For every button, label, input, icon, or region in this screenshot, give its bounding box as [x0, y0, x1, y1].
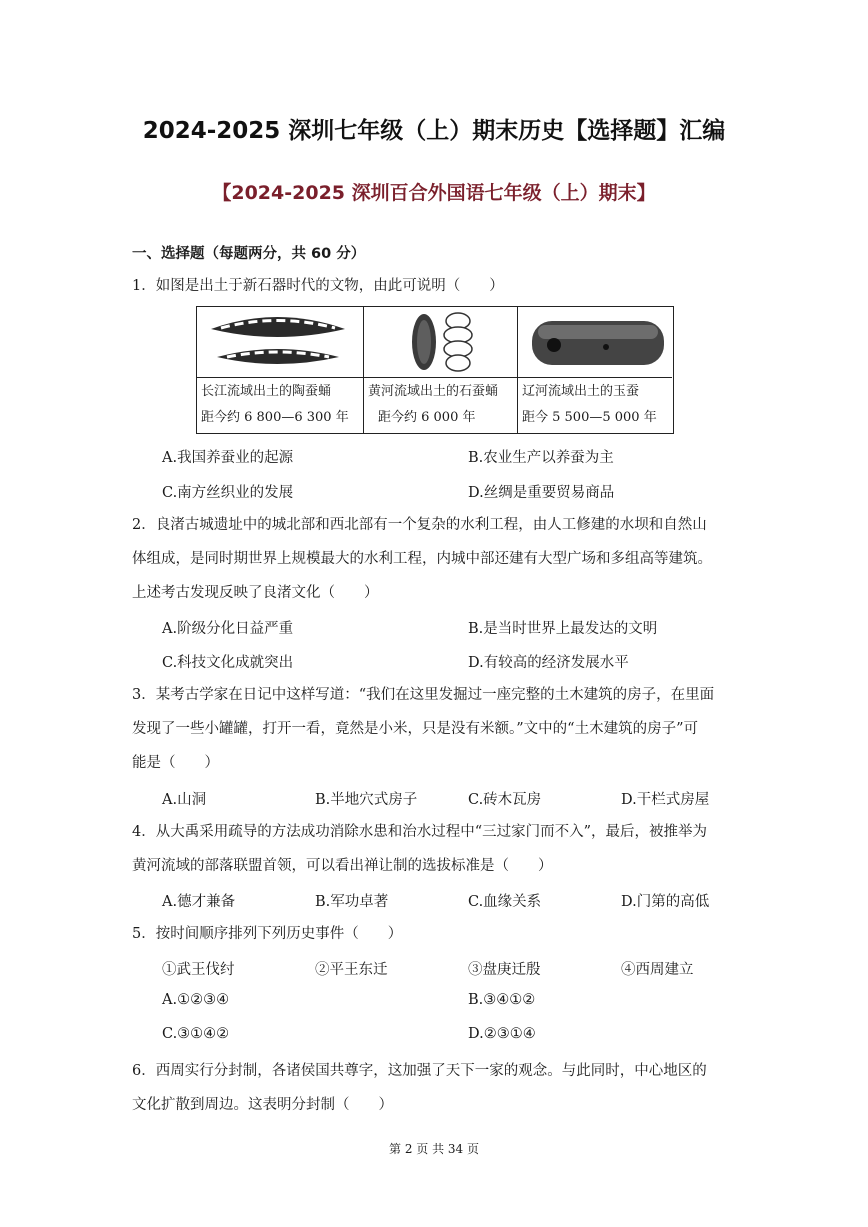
document-title: 2024-2025 深圳七年级（上）期末历史【选择题】汇编 [142, 118, 726, 144]
figure-caption-2-line2: 距今约 6 000 年 [378, 410, 476, 425]
jade-silkworm-image [518, 307, 672, 378]
silkworm-artifact-figure [196, 306, 674, 434]
figure-caption-2-line1: 黄河流域出土的石蚕蛹 [368, 384, 499, 399]
q5-option-b: B.③④①② [468, 992, 536, 1008]
pottery-silkworm-image [197, 307, 363, 378]
figure-cell-jade-silkworm [517, 307, 672, 433]
figure-caption-1-line2: 距今约 6 800—6 300 年 [201, 410, 349, 425]
figure-caption-3-line1: 辽河流域出土的玉蚕 [522, 384, 640, 399]
question-3-line-1: 3．某考古学家在日记中这样写道：“我们在这里发掘过一座完整的土木建筑的房子，在里面 [132, 687, 715, 703]
figure-caption-1-line1: 长江流域出土的陶蚕蛹 [201, 384, 332, 399]
q1-option-b: B.农业生产以养蚕为主 [468, 450, 614, 466]
question-1-stem: 1．如图是出土于新石器时代的文物，由此可说明（ ） [132, 278, 504, 294]
question-4-line-1: 4．从大禹采用疏导的方法成功消除水患和治水过程中“三过家门而不入”，最后，被推举为 [132, 824, 708, 840]
q4-option-c: C.血缘关系 [468, 894, 542, 910]
q5-option-c: C.③①④② [162, 1026, 230, 1042]
q3-option-a: A.山洞 [162, 792, 207, 808]
figure-cell-pottery-silkworm [197, 307, 363, 433]
q5-event-1: ①武王伐纣 [162, 962, 235, 978]
q1-option-d: D.丝绸是重要贸易商品 [468, 485, 615, 501]
q1-option-c: C.南方丝织业的发展 [162, 485, 294, 501]
q4-option-d: D.门第的高低 [621, 894, 710, 910]
q3-option-d: D.干栏式房屋 [621, 792, 710, 808]
figure-caption-3-line2: 距今 5 500—5 000 年 [522, 410, 657, 425]
q2-option-c: C.科技文化成就突出 [162, 655, 294, 671]
part-heading: 一、选择题（每题两分，共 60 分） [132, 246, 366, 262]
question-6-line-1: 6．西周实行分封制，各诸侯国共尊字，这加强了天下一家的观念。与此同时，中心地区的 [132, 1063, 707, 1079]
q2-option-a: A.阶级分化日益严重 [162, 621, 294, 637]
q5-option-d: D.②③①④ [468, 1026, 536, 1042]
q3-option-b: B.半地穴式房子 [315, 792, 418, 808]
question-6-line-2: 文化扩散到周边。这表明分封制（ ） [132, 1097, 393, 1113]
q5-event-2: ②平王东迁 [315, 962, 388, 978]
question-2-line-3: 上述考古发现反映了良渚文化（ ） [132, 585, 379, 601]
q5-event-3: ③盘庚迁殷 [468, 962, 541, 978]
stone-silkworm-image [364, 307, 517, 378]
question-5-stem: 5．按时间顺序排列下列历史事件（ ） [132, 926, 403, 942]
question-2-line-2: 体组成，是同时期世界上规模最大的水利工程，内城中部还建有大型广场和多组高等建筑。 [132, 551, 712, 567]
q4-option-a: A.德才兼备 [162, 894, 236, 910]
section-title: 【2024-2025 深圳百合外国语七年级（上）期末】 [212, 182, 656, 204]
q2-option-d: D.有较高的经济发展水平 [468, 655, 629, 671]
question-3-line-2: 发现了一些小罐罐，打开一看，竟然是小米，只是没有米额。”文中的“土木建筑的房子”可 [132, 721, 698, 737]
q4-option-b: B.军功卓著 [315, 894, 389, 910]
question-3-line-3: 能是（ ） [132, 755, 219, 771]
q5-option-a: A.①②③④ [162, 992, 230, 1008]
figure-cell-stone-silkworm [363, 307, 517, 433]
q1-option-a: A.我国养蚕业的起源 [162, 450, 294, 466]
question-2-line-1: 2．良渚古城遗址中的城北部和西北部有一个复杂的水利工程，由人工修建的水坝和自然山 [132, 517, 707, 533]
q5-event-4: ④西周建立 [621, 962, 694, 978]
q2-option-b: B.是当时世界上最发达的文明 [468, 621, 658, 637]
page-number-footer: 第 2 页 共 34 页 [389, 1142, 479, 1156]
q3-option-c: C.砖木瓦房 [468, 792, 542, 808]
question-4-line-2: 黄河流域的部落联盟首领，可以看出禅让制的选拔标准是（ ） [132, 858, 553, 874]
